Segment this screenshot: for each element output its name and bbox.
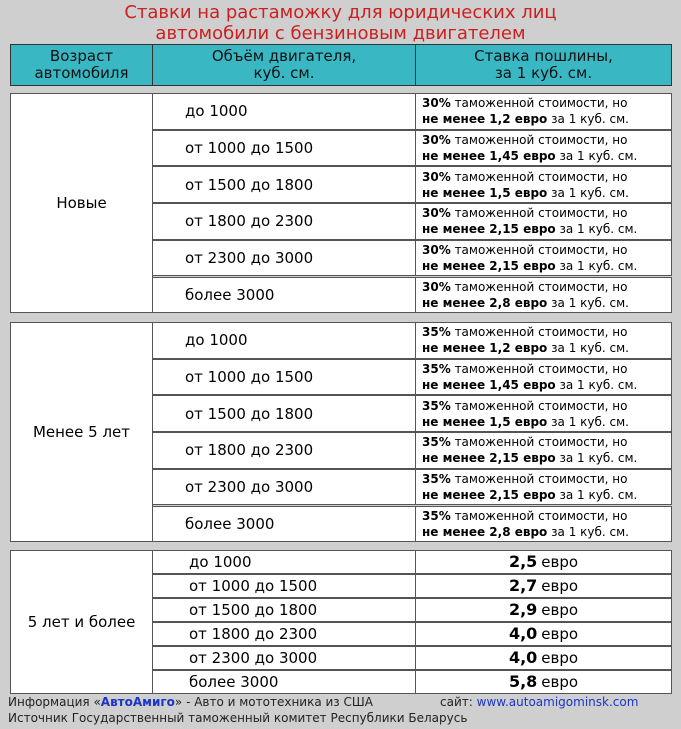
rate-cell <box>415 598 672 622</box>
age-cell: Новые <box>10 93 153 313</box>
rate-text: таможенной стоимости, но <box>454 435 628 450</box>
rate-cell <box>415 550 672 574</box>
rate-tail: за 1 куб. см. <box>559 488 638 503</box>
rate-percent: 35% <box>422 508 451 523</box>
rate-unit: евро <box>541 649 579 667</box>
footer-site-label: сайт: <box>440 695 473 709</box>
rate-cell <box>415 277 672 314</box>
rate-line-1 <box>422 508 671 524</box>
rate-text: таможенной стоимости, но <box>454 325 628 340</box>
rate-line-1 <box>422 324 671 340</box>
volume-cell: от 1000 до 1500 <box>152 574 416 598</box>
rate-tail: за 1 куб. см. <box>559 259 638 274</box>
rate-cell <box>415 506 672 543</box>
rate-percent: 35% <box>422 435 451 450</box>
rate-line-1 <box>422 434 671 450</box>
volume-cell: от 1800 до 2300 <box>152 203 416 240</box>
rate-text: таможенной стоимости, но <box>454 508 628 523</box>
rate-percent: 35% <box>422 472 451 487</box>
rate-value: 5,8 <box>508 672 538 691</box>
volume-cell: от 2300 до 3000 <box>152 469 416 506</box>
rate-value: 2,5 <box>508 552 538 571</box>
volume-cell: от 1800 до 2300 <box>152 432 416 469</box>
volume-cell: более 3000 <box>152 506 416 543</box>
rate-value: 4,0 <box>508 624 538 643</box>
rate-text: таможенной стоимости, но <box>454 398 628 413</box>
rate-line-1 <box>422 169 671 185</box>
footer-site-link[interactable]: www.autoamigominsk.com <box>476 695 639 709</box>
rate-text: таможенной стоимости, но <box>454 243 628 258</box>
rate-unit: евро <box>541 601 579 619</box>
rate-line-1 <box>422 471 671 487</box>
rate-cell <box>415 646 672 670</box>
volume-cell: от 1800 до 2300 <box>152 622 416 646</box>
rate-value: 2,9 <box>508 600 538 619</box>
rate-percent: 30% <box>422 206 451 221</box>
volume-cell: более 3000 <box>152 670 416 694</box>
rate-text: таможенной стоимости, но <box>454 279 628 294</box>
rate-percent: 30% <box>422 169 451 184</box>
rate-minimum: не менее 2,15 евро <box>422 222 556 237</box>
rate-line-2 <box>422 221 671 237</box>
rate-line-1 <box>422 242 671 258</box>
title-line-1: Ставки на растаможку для юридических лиц <box>124 2 557 23</box>
volume-cell: от 1500 до 1800 <box>152 395 416 432</box>
rate-percent: 35% <box>422 362 451 377</box>
rate-tail: за 1 куб. см. <box>551 295 629 310</box>
volume-cell: до 1000 <box>152 322 416 359</box>
rate-cell <box>415 322 672 359</box>
rate-unit: евро <box>541 673 579 691</box>
rate-percent: 30% <box>422 133 451 148</box>
header-age-line2: автомобиля <box>34 64 129 82</box>
volume-cell: от 1500 до 1800 <box>152 166 416 203</box>
rate-cell <box>415 670 672 694</box>
header-age-line1: Возраст <box>49 47 114 65</box>
rate-line-2 <box>422 450 671 466</box>
footer-brand[interactable]: АвтоАмиго <box>100 695 175 709</box>
rate-line-1 <box>422 205 671 221</box>
rate-line-2 <box>422 377 671 393</box>
rate-minimum: не менее 2,8 евро <box>422 295 548 310</box>
rate-minimum: не менее 2,8 евро <box>422 524 548 539</box>
age-cell: Менее 5 лет <box>10 322 153 542</box>
rate-minimum: не менее 1,45 евро <box>422 149 556 164</box>
volume-cell: до 1000 <box>152 93 416 130</box>
rate-cell <box>415 240 672 277</box>
header-rate-line2: за 1 куб. см. <box>494 64 593 82</box>
rate-unit: евро <box>541 625 579 643</box>
rate-text: таможенной стоимости, но <box>454 206 628 221</box>
header-age <box>10 44 153 86</box>
rate-line-2 <box>422 524 671 540</box>
rate-cell <box>415 359 672 396</box>
rate-cell <box>415 622 672 646</box>
rate-line-2 <box>422 295 671 311</box>
rate-tail: за 1 куб. см. <box>551 185 629 200</box>
volume-cell: от 1500 до 1800 <box>152 598 416 622</box>
rate-minimum: не менее 1,45 евро <box>422 378 556 393</box>
rate-minimum: не менее 1,2 евро <box>422 341 548 356</box>
rate-tail: за 1 куб. см. <box>551 112 629 127</box>
rate-tail: за 1 куб. см. <box>559 378 638 393</box>
volume-cell: от 1000 до 1500 <box>152 359 416 396</box>
title-line-2: автомобили с бензиновым двигателем <box>155 23 526 44</box>
rate-percent: 35% <box>422 398 451 413</box>
footer-info-suffix: » - Авто и мототехника из США <box>174 695 373 709</box>
rate-value: 4,0 <box>508 648 538 667</box>
rate-minimum: не менее 2,15 евро <box>422 451 556 466</box>
rate-line-1 <box>422 279 671 295</box>
rate-percent: 30% <box>422 96 451 111</box>
rate-text: таможенной стоимости, но <box>454 133 628 148</box>
rate-unit: евро <box>541 553 579 571</box>
rate-minimum: не менее 1,5 евро <box>422 414 548 429</box>
rate-tail: за 1 куб. см. <box>559 222 638 237</box>
rate-percent: 30% <box>422 243 451 258</box>
page-title <box>0 2 681 44</box>
rate-line-1 <box>422 361 671 377</box>
footer-site <box>440 695 638 709</box>
rate-line-2 <box>422 487 671 503</box>
rate-line-2 <box>422 185 671 201</box>
rate-cell <box>415 93 672 130</box>
rate-line-2 <box>422 414 671 430</box>
footer-source: Источник Государственный таможенный комитет Республики Беларусь <box>8 711 468 725</box>
rate-minimum: не менее 2,15 евро <box>422 488 556 503</box>
volume-cell: от 2300 до 3000 <box>152 646 416 670</box>
rate-line-1 <box>422 95 671 111</box>
rate-cell <box>415 203 672 240</box>
age-cell: 5 лет и более <box>10 550 153 694</box>
volume-cell: более 3000 <box>152 277 416 314</box>
rate-text: таможенной стоимости, но <box>454 96 628 111</box>
rate-minimum: не менее 2,15 евро <box>422 259 556 274</box>
header-rate <box>415 44 672 86</box>
rate-tail: за 1 куб. см. <box>551 414 629 429</box>
rate-cell <box>415 130 672 167</box>
rate-cell <box>415 469 672 506</box>
rate-tail: за 1 куб. см. <box>559 451 638 466</box>
rate-line-2 <box>422 111 671 127</box>
rate-text: таможенной стоимости, но <box>454 362 628 377</box>
rate-cell <box>415 432 672 469</box>
rate-line-1 <box>422 398 671 414</box>
rate-percent: 35% <box>422 325 451 340</box>
rate-cell <box>415 574 672 598</box>
header-volume-line2: куб. см. <box>253 64 315 82</box>
rate-cell <box>415 395 672 432</box>
header-volume-line1: Объём двигателя, <box>211 47 357 65</box>
rate-percent: 30% <box>422 279 451 294</box>
rate-text: таможенной стоимости, но <box>454 169 628 184</box>
rate-minimum: не менее 1,5 евро <box>422 185 548 200</box>
rate-text: таможенной стоимости, но <box>454 472 628 487</box>
rate-line-1 <box>422 132 671 148</box>
rate-unit: евро <box>541 577 579 595</box>
rate-line-2 <box>422 148 671 164</box>
volume-cell: до 1000 <box>152 550 416 574</box>
rate-tail: за 1 куб. см. <box>551 341 629 356</box>
rate-minimum: не менее 1,2 евро <box>422 112 548 127</box>
rate-tail: за 1 куб. см. <box>551 524 629 539</box>
rate-tail: за 1 куб. см. <box>559 149 638 164</box>
footer-info <box>8 695 373 709</box>
rate-cell <box>415 166 672 203</box>
rate-line-2 <box>422 258 671 274</box>
volume-cell: от 1000 до 1500 <box>152 130 416 167</box>
rate-line-2 <box>422 340 671 356</box>
volume-cell: от 2300 до 3000 <box>152 240 416 277</box>
header-rate-line1: Ставка пошлины, <box>474 47 613 65</box>
footer-info-prefix: Информация « <box>8 695 101 709</box>
header-volume <box>152 44 416 86</box>
rate-value: 2,7 <box>508 576 538 595</box>
